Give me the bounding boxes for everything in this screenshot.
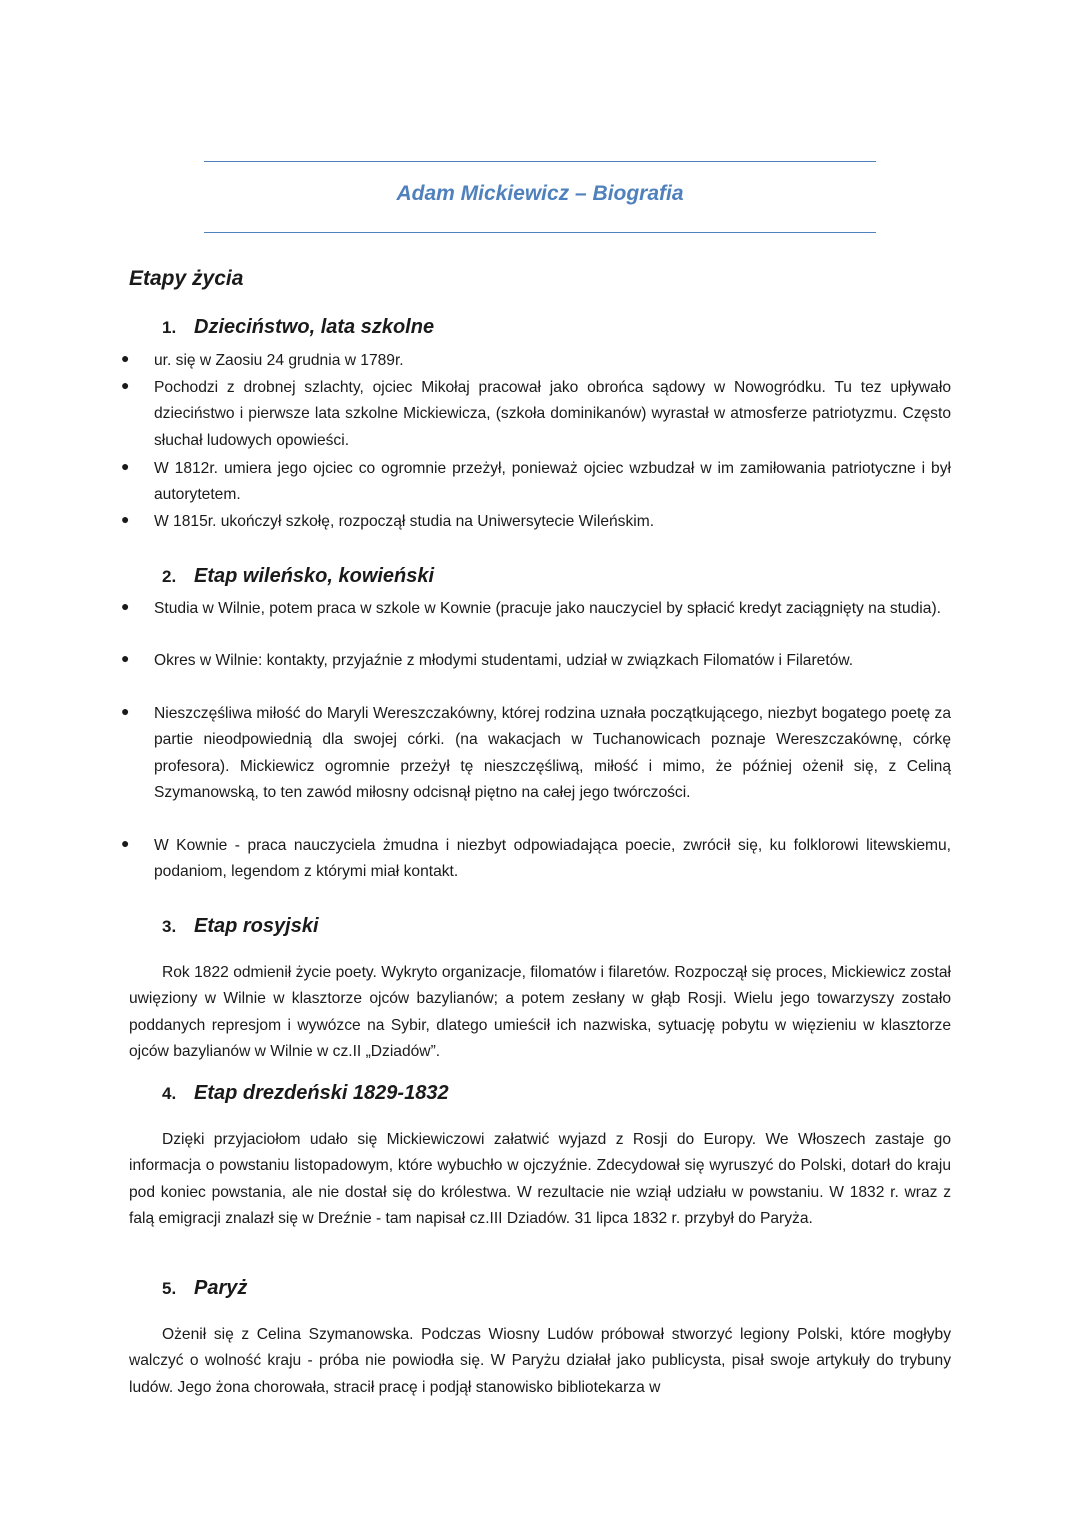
section-number: 1. — [162, 318, 177, 337]
section-number: 5. — [162, 1279, 177, 1298]
section-title-text: Dzieciństwo, lata szkolne — [194, 316, 435, 338]
section-title-text: Etap drezdeński 1829-1832 — [194, 1082, 449, 1104]
section-title-text: Paryż — [194, 1277, 248, 1299]
section-5-paragraph: Ożenił się z Celina Szymanowska. Podczas Wiosny Ludów próbował stworzyć legiony Polski, które mogłyby walczyć o wolność kraju - próba nie powiodła się. W Paryżu działał jako publicysta, pisał swoje artykuły do trybuny ludów. Jego żona chorowała, stracił pracę i podjął stanowisko bibliotekarza w — [129, 1326, 951, 1396]
section-2-title — [162, 565, 434, 588]
title-rule-top — [204, 161, 876, 162]
section-number: 2. — [162, 567, 177, 586]
section-3-title — [162, 915, 319, 938]
bullet-icon: ● — [121, 458, 130, 474]
list-item: ur. się w Zaosiu 24 grudnia w 1789r. — [154, 352, 404, 369]
bullet-icon: ● — [121, 511, 130, 527]
section-number: 4. — [162, 1084, 177, 1103]
section-number: 3. — [162, 917, 177, 936]
bullet-icon: ● — [121, 703, 130, 719]
list-item: Pochodzi z drobnej szlachty, ojciec Mikołaj pracował jako obrońca sądowy w Nowogródku. Tu tez upływało dzieciństwo i pierwsze lata szkolne Mickiewicza, (szkoła dominikanów) wyrastał w atmosferze patriotyzmu. Często słuchał ludowych opowieści. — [154, 379, 951, 449]
section-4-title — [162, 1082, 449, 1105]
list-item: W 1815r. ukończył szkołę, rozpoczął studia na Uniwersytecie Wileńskim. — [154, 513, 655, 530]
bullet-icon: ● — [121, 650, 130, 666]
section-5-title — [162, 1277, 247, 1300]
bullet-icon: ● — [121, 835, 130, 851]
section-1-title — [162, 316, 434, 339]
list-item: Nieszczęśliwa miłość do Maryli Wereszczakówny, której rodzina uznała początkującego, niezbyt bogatego poetę za partie nieodpowiednią dla swojej córki. (na wakacjach w Tuchanowicach poznaje Wereszczakównę, córkę profesora). Mickiewicz ogromnie przeżył tę nieszczęśliwą, miłość i mimo, że później ożenił się, z Celiną Szymanowską, to ten zawód miłosny odcisnął piętno na całej jego twórczości. — [154, 705, 951, 801]
bullet-icon: ● — [121, 350, 130, 366]
bullet-icon: ● — [121, 598, 130, 614]
list-item: Studia w Wilnie, potem praca w szkole w Kownie (pracuje jako nauczyciel by spłacić kredyt zaciągnięty na studia). — [154, 600, 941, 617]
title-rule-bottom — [204, 232, 876, 233]
section-title-text: Etap wileńsko, kowieński — [194, 565, 435, 587]
document-title: Adam Mickiewicz – Biografia — [396, 182, 684, 205]
list-item: Okres w Wilnie: kontakty, przyjaźnie z młodymi studentami, udział w związkach Filomatów i Filaretów. — [154, 652, 854, 669]
heading-etapy-zycia: Etapy życia — [129, 267, 244, 290]
section-4-paragraph: Dzięki przyjaciołom udało się Mickiewiczowi załatwić wyjazd z Rosji do Europy. We Włoszech zastaje go informacja o powstaniu listopadowym, które wybuchło w ojczyźnie. Zdecydował się wyruszyć do Polski, dotarł do kraju pod koniec powstania, ale nie dostał się do królestwa. W rezultacie nie wziął udziału w powstaniu. W 1832 r. wraz z falą emigracji znalazł się w Dreźnie - tam napisał cz.III Dziadów. 31 lipca 1832 r. przybył do Paryża. — [129, 1131, 951, 1227]
list-item: W 1812r. umiera jego ojciec co ogromnie przeżył, ponieważ ojciec wzbudzał w im zamiłowania patriotyczne i był autorytetem. — [154, 460, 951, 504]
section-title-text: Etap rosyjski — [194, 915, 319, 937]
bullet-icon: ● — [121, 377, 130, 393]
section-3-paragraph: Rok 1822 odmienił życie poety. Wykryto organizacje, filomatów i filaretów. Rozpoczął się proces, Mickiewicz został uwięziony w Wilnie w klasztorze ojców bazylianów; a potem zesłany w głąb Rosji. Wielu jego towarzyszy zostało poddanych represjom i wywózce na Sybir, dlatego umieścił ich nazwiska, sytuację pobytu w więzieniu w klasztorze ojców bazylianów w Wilnie w cz.II „Dziadów”. — [129, 964, 951, 1060]
list-item: W Kownie - praca nauczyciela żmudna i niezbyt odpowiadająca poecie, zwrócił się, ku folklorowi litewskiemu, podaniom, legendom z którymi miał kontakt. — [154, 837, 951, 881]
